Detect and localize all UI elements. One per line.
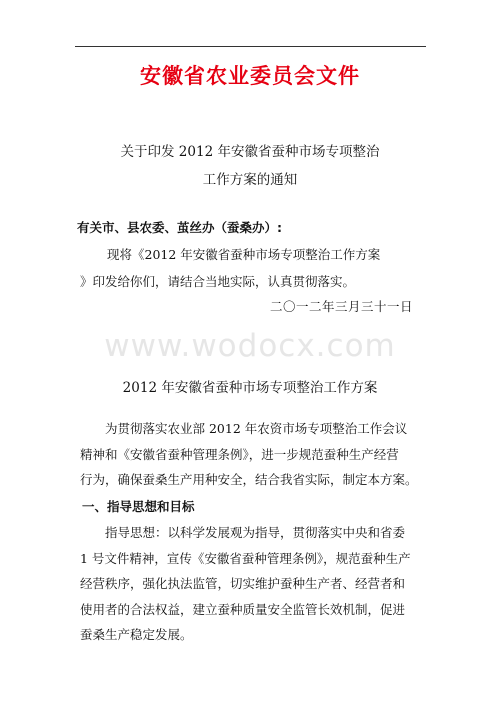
- header-rule: [75, 46, 426, 47]
- notice-body-line2: 》印发给你们，请结合当地实际，认真贯彻落实。: [80, 274, 356, 289]
- watermark: www.wodocx.com: [104, 328, 396, 364]
- plan-title: 2012 年安徽省蚕种市场专项整治工作方案: [122, 380, 378, 396]
- section1-paragraph: [80, 520, 428, 648]
- plan-intro-paragraph: [80, 416, 428, 493]
- paragraph-line: 行为，确保蚕桑生产用种安全，结合我省实际，制定本方案。: [80, 472, 418, 487]
- section-heading: 一、指导思想和目标: [82, 499, 195, 514]
- issue-date: 二〇一二年三月三十一日: [270, 299, 414, 314]
- notice-title-line2: 工作方案的通知: [202, 172, 298, 188]
- notice-title-line1: 关于印发 2012 年安徽省蚕种市场专项整治: [120, 144, 380, 160]
- addressee: 有关市、县农委、茧丝办（蚕桑办）:: [77, 220, 282, 235]
- paragraph-line: 1 号文件精神，宣传《安徽省蚕种管理条例》，规范蚕种生产: [80, 550, 411, 566]
- paragraph-line: 经营秩序，强化执法监管，切实维护蚕种生产者、经营者和: [80, 576, 406, 591]
- paragraph-line: 蚕桑生产稳定发展。: [80, 627, 193, 642]
- paragraph-line: 为贯彻落实农业部 2012 年农资市场专项整治工作会议: [105, 421, 408, 436]
- paragraph-line: 指导思想：以科学发展观为指导，贯彻落实中央和省委: [105, 525, 406, 540]
- paragraph-line: 精神和《安徽省蚕种管理条例》，进一步规范蚕种生产经营: [80, 446, 399, 462]
- notice-body-line1: 现将《2012 年安徽省蚕种市场专项整治工作方案: [107, 247, 381, 262]
- paragraph-line: 使用者的合法权益，建立蚕种质量安全监管长效机制，促进: [80, 601, 406, 617]
- document-header-title: 安徽省农业委员会文件: [140, 64, 360, 88]
